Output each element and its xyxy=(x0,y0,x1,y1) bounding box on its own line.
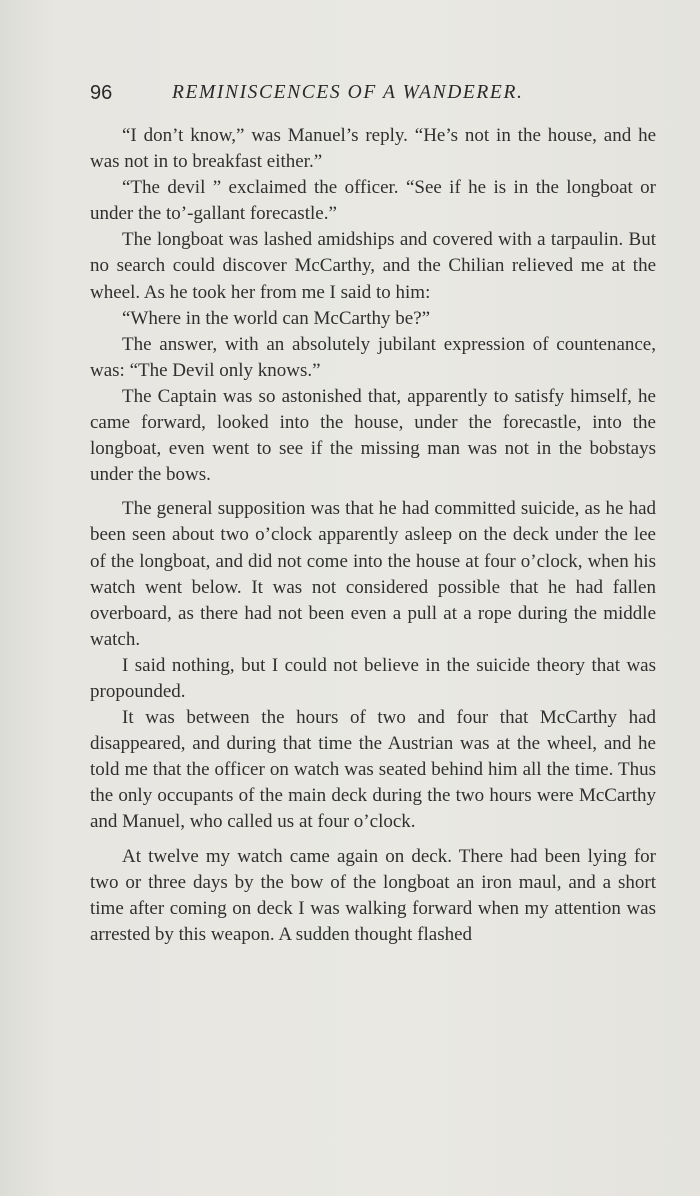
paragraph: The general supposition was that he had committed suicide, as he had been seen about two o’clock apparently asleep on the deck under the lee of the longboat, and did not come into the house at four o’clock, when his watch went below. It was not considered possible that he had fallen overboard, as there had not been even a pull at a rope during the middle watch. xyxy=(90,498,656,650)
paragraph: “I don’t know,” was Manuel’s reply. “He’s not in the house, and he was not in to breakfast either.” xyxy=(90,125,656,173)
paragraph: The answer, with an absolutely jubilant expression of countenance, was: “The Devil only knows.” xyxy=(90,333,656,381)
paragraph: The Captain was so astonished that, apparently to satisfy himself, he came forward, looked into the house, under the forecastle, into the longboat, even went to see if the missing man was not in the bobstays under the bows. xyxy=(90,385,656,486)
paragraph: I said nothing, but I could not believe in the suicide theory that was propounded. xyxy=(90,654,656,702)
paragraph: “The devil ” exclaimed the officer. “See if he is in the longboat or under the to’-gallant forecastle.” xyxy=(90,177,656,225)
paragraph: It was between the hours of two and four that McCarthy had disappeared, and during that time the Austrian was at the wheel, and he told me that the officer on watch was seated behind him all the time. Thus the only occupants of the main deck during the two hours were McCarthy and Manuel, who called us at four o’clock. xyxy=(90,707,656,833)
paragraph: The longboat was lashed amidships and covered with a tarpaulin. But no search could discover McCarthy, and the Chilian relieved me at the wheel. As he took her from me I said to him: xyxy=(90,229,656,303)
running-title: REMINISCENCES OF A WANDERER. xyxy=(172,82,524,103)
page-header xyxy=(90,82,610,112)
paragraph: “Where in the world can McCarthy be?” xyxy=(122,307,431,329)
body-text xyxy=(90,123,656,948)
paragraph: At twelve my watch came again on deck. There had been lying for two or three days by the bow of the longboat an iron maul, and a short time after coming on deck I was walking forward when my attention was arrested by this weapon. A sudden thought flashed xyxy=(90,845,656,945)
page-number: 96 xyxy=(90,82,113,104)
